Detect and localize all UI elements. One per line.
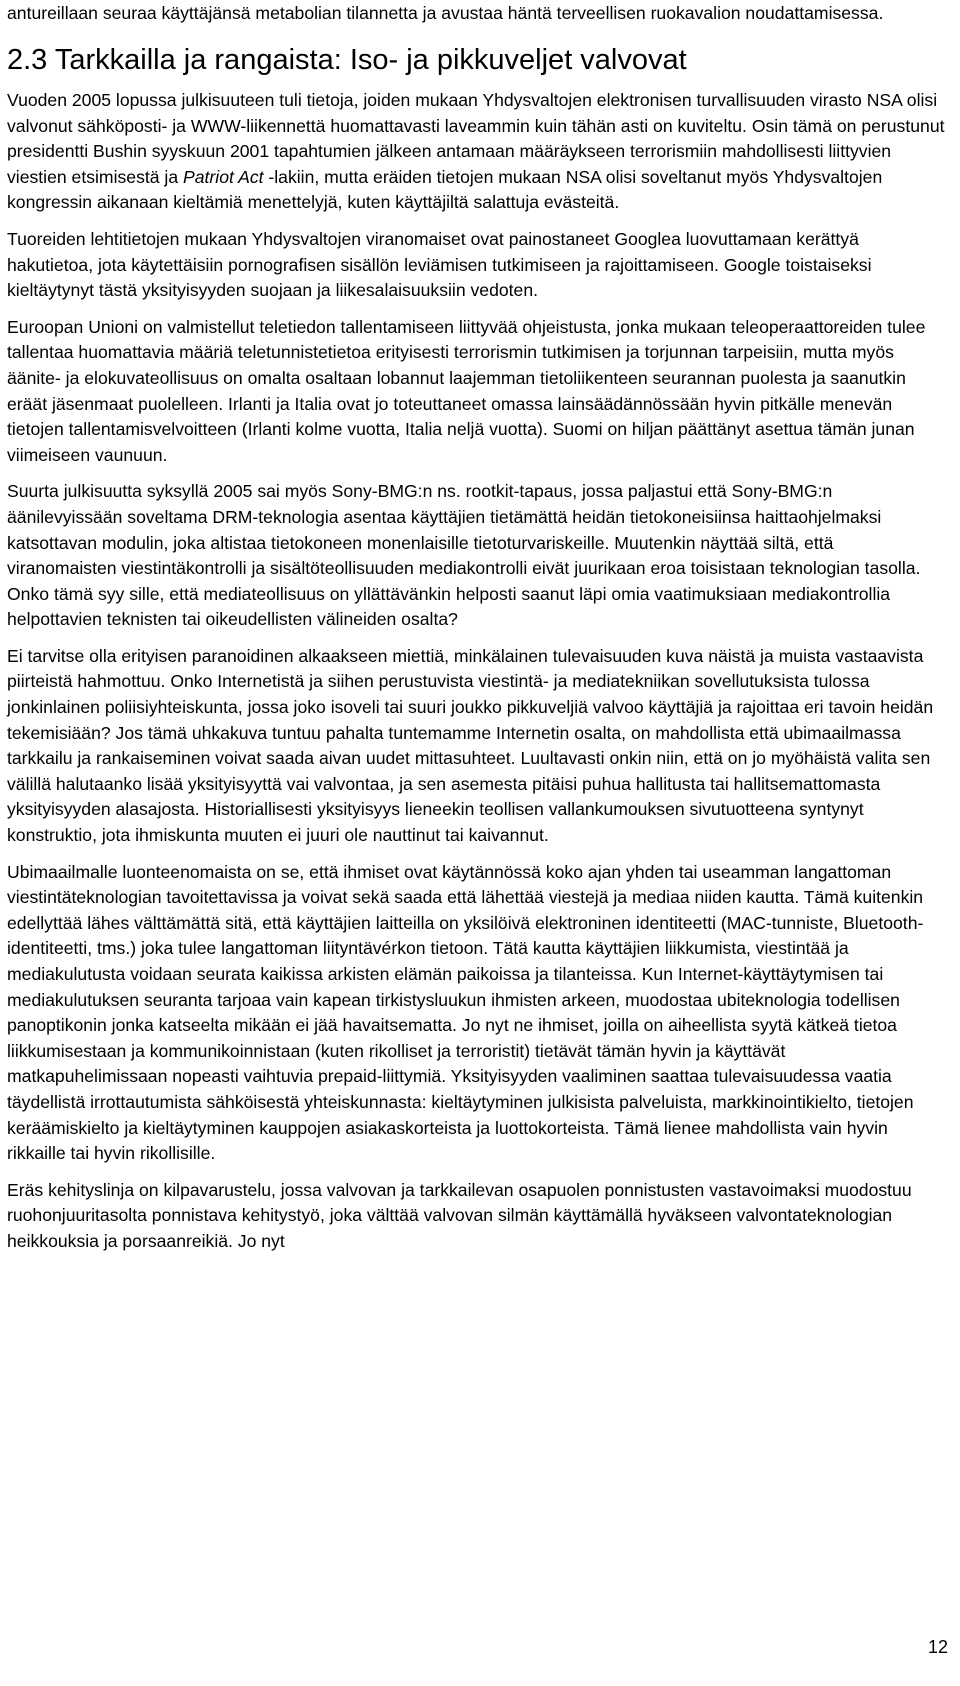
paragraph-google: Tuoreiden lehtitietojen mukaan Yhdysvaltojen viranomaiset ovat painostaneet Googlea luovuttamaan kerättyä hakutietoa, jota käytettäisiin pornografisen sisällön leviämisen tutkimiseen ja rajoittamiseen. Google toistaiseksi kieltäytynyt tästä yksityisyyden suojaan ja liikesalaisuuksiin vedoten. bbox=[7, 228, 872, 301]
paragraph-eu-data-retention: Euroopan Unioni on valmistellut teletiedon tallentamiseen liittyvää ohjeistusta, jonka mukaan teleoperaattoreiden tulee tallentaa huomattavia määriä teletunnistetietoa erityisesti terrorismin tutkimisen ja torjunnan tarpeisiin, mutta myös äänite- ja elokuvateollisuus on omalta osaltaan lobannut laajemman tietoliikenteen seurannan puolesta ja saanutkin eräät jäsenmaat puolelleen. Irlanti ja Italia ovat jo toteuttaneet omassa lainsäädännössään hyvin pitkälle menevän tietojen tallentamisvelvoitteen (Irlanti kolme vuotta, Italia neljä vuotta). Suomi on hiljan päättänyt asettua tämän junan viimeiseen vaunuun. bbox=[7, 316, 926, 465]
intro-paragraph: antureillaan seuraa käyttäjänsä metabolian tilannetta ja avustaa häntä terveellisen ruokavalion noudattamisessa. bbox=[7, 3, 884, 23]
paragraph-text: -lakiin, mutta eräiden tietojen mukaan NSA olisi soveltanut myös Yhdysvaltojen kongressin aikanaan kieltämiä menettelyjä, kuten käyttäjiltä salattuja evästeitä. bbox=[7, 166, 883, 213]
paragraph-sony-rootkit: Suurta julkisuutta syksyllä 2005 sai myös Sony-BMG:n ns. rootkit-tapaus, jossa paljastui että Sony-BMG:n äänilevyissään soveltama DRM-teknologia asentaa käyttäjien tietämättä heidän tietokoneisiinsa haittaohjelmaksi katsottavan modulin, joka altistaa tietokoneen monenlaisille tietoturvariskeille. Muutenkin näyttää siltä, että viranomaisten viestintäkontrolli ja sisältöteollisuuden mediakontrolli eivät juurikaan eroa toisistaan teknologian tasolla. Onko tämä syy sille, että mediateollisuus on yllättävänkin helposti saanut läpi omia vaatimuksiaan mediakontrollia helpottavien teknisten tai oikeudellisten välineiden osalta? bbox=[7, 481, 921, 630]
paragraph-arms-race: Eräs kehityslinja on kilpavarustelu, jossa valvovan ja tarkkailevan osapuolen ponnistusten vastavoimaksi muodostuu ruohonjuuritasolta ponnistava kehitystyö, joka välttää valvovan silmän käyttämällä hyväkseen valvontateknologian heikkouksia ja porsaanreikiä. Jo nyt bbox=[7, 1179, 912, 1251]
italic-law-name: Patriot Act bbox=[183, 166, 264, 187]
paragraph-police-society: Ei tarvitse olla erityisen paranoidinen alkaakseen miettiä, minkälainen tulevaisuuden kuva näistä ja muista vastaavista piirteistä hahmottuu. Onko Internetistä ja siihen perustuvista viestintä- ja mediatekniikan sovellutuksista tulossa jonkinlainen poliisiyhteiskunta, jossa joko isoveli tai suuri joukko pikkuveljiä valvoo käyttäjiä ja rajoittaa eri tavoin heidän tekemisiään? Jos tämä uhkakuva tuntuu pahalta tuntemamme Internetin osalta, on mahdollista että ubimaailmassa tarkkailu ja rankaiseminen voivat saada aivan uudet mittasuhteet. Luultavasti onkin niin, että on jo myöhäistä valita sen välillä halutaanko lisää yksityisyyttä vai valvontaa, ja sen asemesta pitäisi puhua hallitusta tai hallitsemattomasta yksityisyyden alasajosta. Historiallisesti yksityisyys lieneekin teollisen vallankumouksen sivutuotteena syntynyt konstruktio, jota ihmiskunta muuten ei juuri ole nauttinut tai kaivannut. bbox=[7, 645, 934, 846]
paragraph-nsa-surveillance bbox=[7, 88, 947, 216]
page-number: 12 bbox=[927, 1637, 948, 1657]
document-page bbox=[7, 0, 947, 1255]
paragraph-ubiquitous-world: Ubimaailmalle luonteenomaista on se, että ihmiset ovat käytännössä koko ajan yhden tai useamman langattoman viestintäteknologian tavoitettavissa ja voivat sekä saada että lähettää viestejä ja mediaa niiden kautta. Tämä kuitenkin edellyttää lähes välttämättä sitä, että käyttäjien laitteilla on yksilöivä elektroninen identiteetti (MAC-tunniste, Bluetooth-identiteetti, tms.) joka tulee langattoman liityntävérkon tietoon. Tätä kautta käyttäjien liikkumista, viestintää ja mediakulutusta voidaan seurata kaikissa arkisten elämän paikoissa ja tilanteissa. Kun Internet-käyttäytymisen tai mediakulutuksen seuranta tarjoaa vain kapean tirkistysluukun ihmisten arkeen, muodostaa ubiteknologia todellisen panoptikonin jonka katseelta mikään ei jää havaitsematta. Jo nyt ne ihmiset, joilla on aiheellista syytä kätkeä tietoa liikkumisestaan ja kommunikoinnistaan (kuten rikolliset ja terroristit) tietävät tämän hyvin ja käyttävät matkapuhelimissaan nopeasti vaihtuvia prepaid-liittymiä. Yksityisyyden vaaliminen saattaa tulevaisuudessa vaatia täydellistä irrottautumista sähköisestä yhteiskunnasta: kieltäytyminen julkisista palveluista, markkinointikielto, tietojen keräämiskielto ja kieltäytyminen kauppojen asiakaskorteista ja luottokorteista. Tämä lienee mahdollista vain hyvin rikkaille tai hyvin rikollisille. bbox=[7, 861, 924, 1164]
paragraph-text: Vuoden 2005 lopussa julkisuuteen tuli tietoja, joiden mukaan Yhdysvaltojen elektronisen turvallisuuden virasto NSA olisi valvonut sähköposti- ja WWW-liikennettä huomattavasti laveammin kuin tähän asti on kuviteltu. Osin tämä on perustunut presidentti Bushin syyskuun 2001 tapahtumien jälkeen antamaan määräykseen terrorismiin mahdollisesti liittyvien viestien etsimisestä ja bbox=[7, 90, 945, 187]
section-heading: 2.3 Tarkkailla ja rangaista: Iso- ja pikkuveljet valvovat bbox=[7, 44, 687, 76]
